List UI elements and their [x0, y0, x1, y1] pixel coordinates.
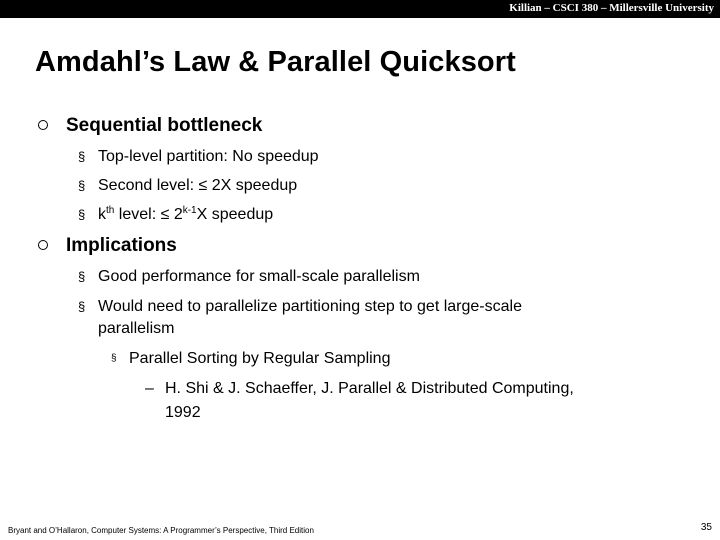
section-heading-text: Implications: [66, 235, 177, 256]
square-bullet-icon: §: [111, 353, 117, 364]
reference-line1: H. Shi & J. Schaeffer, J. Parallel & Distributed Computing,: [165, 380, 574, 397]
bullet-sup-th: th: [106, 205, 115, 216]
reference-line2: 1992: [165, 404, 201, 421]
header-bar: [0, 0, 720, 18]
bullet-pre: k: [98, 206, 106, 223]
bullet-text: Good performance for small-scale parallelism: [98, 268, 420, 285]
bullet-text: Second level: ≤ 2X speedup: [98, 177, 298, 194]
bullet-mid: level: ≤ 2: [114, 206, 183, 223]
slide-title: Amdahl’s Law & Parallel Quicksort: [35, 46, 516, 78]
dash-bullet-icon: –: [145, 380, 154, 397]
bullet-sup-exp: k-1: [182, 205, 197, 216]
circle-bullet-icon: [38, 120, 48, 130]
circle-bullet-icon: [38, 240, 48, 250]
header-text: Killian – CSCI 380 – Millersville University: [509, 2, 714, 14]
bullet-post: X speedup: [196, 206, 274, 223]
bullet-text-line1: Would need to parallelize partitioning step to get large-scale: [98, 298, 522, 315]
bullet-text: Top-level partition: No speedup: [98, 148, 319, 165]
page-number: 35: [700, 522, 712, 533]
square-bullet-icon: §: [78, 299, 86, 314]
bullet-text-line2: parallelism: [98, 320, 175, 337]
square-bullet-icon: §: [78, 149, 86, 164]
bullet-text: [98, 204, 273, 226]
sub-bullet-text: Parallel Sorting by Regular Sampling: [129, 350, 391, 367]
section-heading-text: Sequential bottleneck: [66, 115, 263, 136]
square-bullet-icon: §: [78, 207, 86, 222]
square-bullet-icon: §: [78, 269, 86, 284]
square-bullet-icon: §: [78, 178, 86, 193]
footer-citation: Bryant and O’Hallaron, Computer Systems: A Programmer’s Perspective, Third Edition: [8, 526, 314, 535]
